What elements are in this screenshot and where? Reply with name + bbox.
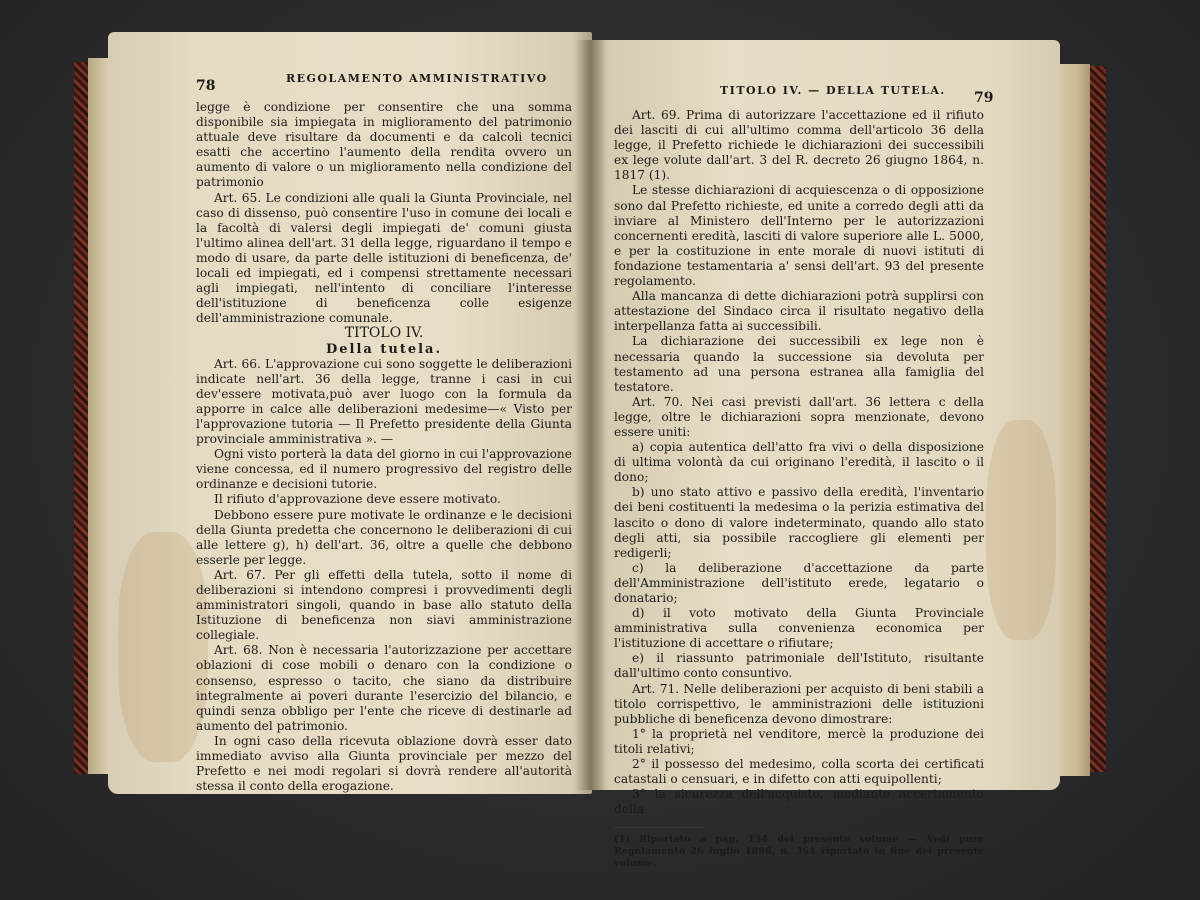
section-subheading: Della tutela.	[326, 341, 442, 357]
paragraph: Art. 71. Nelle deliberazioni per acquisto di beni stabili a titolo corrispettivo, le amministrazioni delle istituzioni pubbliche di beneficenza devono dimostrare:	[614, 681, 984, 726]
paper-stain	[986, 420, 1056, 640]
paragraph: Art. 68. Non è necessaria l'autorizzazione per accettare oblazioni di cose mobili o denaro con la condizione o consenso, espresso o tacito, che siano da distribuire integralmente ai poveri durante l'esercizio del bilancio, e quindi senza obbligo per l'ente che riceve di destinarle ad aumento del patrimonio.	[196, 643, 572, 733]
footnote-rule	[614, 827, 704, 828]
paragraph: In ogni caso della ricevuta oblazione dovrà esser dato immediato avviso alla Giunta provinciale per mezzo del Prefetto e nei modi regolari si dovrà rendere all'autorità stessa il conto della erogazione.	[196, 733, 572, 794]
paragraph: Alla mancanza di dette dichiarazioni potrà supplirsi con attestazione del Sindaco circa il risultato negativo della interpellanza fatta ai successibili.	[614, 289, 984, 334]
section-heading: TITOLO IV.	[344, 325, 424, 342]
page-number: 79	[974, 90, 994, 106]
list-item: e) il riassunto patrimoniale dell'Istituto, risultante dall'ultimo conto consuntivo.	[614, 651, 984, 681]
right-page-text	[614, 108, 984, 870]
right-page	[590, 40, 1060, 870]
footnote: (1) Riportato a pag. 134 del presente volume — Vedi pure Regolamento 26 luglio 1896, n. 361 riportato in fine del presente volume.	[614, 834, 984, 870]
list-item: c) la deliberazione d'accettazione da parte dell'Amministrazione dell'istituto erede, legatario o donatario;	[614, 560, 984, 605]
paragraph: Art. 67. Per gli effetti della tutela, sotto il nome di deliberazioni si intendono compresi i provvedimenti degli amministratori singoli, quando in base allo statuto della Istituzione di beneficenza non siavi amministrazione collegiale.	[196, 567, 572, 643]
left-page	[108, 32, 592, 794]
paragraph: Art. 65. Le condizioni alle quali la Giunta Provinciale, nel caso di dissenso, può consentire l'uso in comune dei locali e la facoltà di valersi degli impiegati de' comuni giusta l'ultimo alinea dell'art. 31 della legge, riguardano il tempo e modo di usare, da parte delle istituzioni di beneficenza, de' locali ed impiegati, ed i compensi strettamente necessari agli impiegati, nell'intento di conciliare l'interesse dell'istituzione di beneficenza colle esigenze dell'amministrazione comunale.	[196, 190, 572, 326]
paragraph: Le stesse dichiarazioni di acquiescenza o di opposizione sono dal Prefetto richieste, ed unite a corredo degli atti da inviare al Ministero dell'Interno per le autorizzazioni concernenti eredità, lasciti di valore superiore alle L. 5000, e per la costituzione in ente morale di nuovi istituti di fondazione testamentaria a' sensi dell'art. 93 del presente regolamento.	[614, 183, 984, 289]
left-page-text	[196, 100, 572, 794]
list-item: a) copia autentica dell'atto fra vivi o della disposizione di ultima volontà da cui originano l'eredità, il lascito o il dono;	[614, 440, 984, 485]
list-item: 2° il possesso del medesimo, colla scorta dei certificati catastali o censuari, e in difetto con atti equipollenti;	[614, 757, 984, 787]
running-title: REGOLAMENTO AMMINISTRATIVO	[286, 72, 548, 85]
page-number: 78	[196, 78, 216, 94]
paragraph: Il rifiuto d'approvazione deve essere motivato.	[214, 492, 501, 507]
paragraph: Art. 70. Nei casi previsti dall'art. 36 lettera c della legge, oltre le dichiarazioni sopra menzionate, devono essere uniti:	[614, 394, 984, 439]
list-item: 1° la proprietà nel venditore, mercè la produzione dei titoli relativi;	[614, 726, 984, 756]
running-title: TITOLO IV. — DELLA TUTELA.	[720, 84, 946, 97]
paragraph: Debbono essere pure motivate le ordinanze e le decisioni della Giunta predetta che concernono le deliberazioni di cui alle lettere g), h) dell'art. 36, oltre a quelle che debbono esserle per legge.	[196, 507, 572, 567]
list-item: b) uno stato attivo e passivo della eredità, l'inventario dei beni costituenti la medesima o la perizia estimativa del lascito o dono di valore indeterminato, quando allo stato degli atti, sia possibile raccogliere gli elementi per redigerli;	[614, 485, 984, 560]
paragraph: Art. 66. L'approvazione cui sono soggette le deliberazioni indicate nell'art. 36 della legge, tranne i casi in cui dev'essere motivata,può aver luogo con la formula da apporre in calce alle deliberazioni medesime—« Visto per l'approvazione tutoria — Il Prefetto presidente della Giunta provinciale amministrativa ». —	[196, 356, 572, 447]
paragraph: La dichiarazione dei successibili ex lege non è necessaria quando la successione sia devoluta per testamento ad una persona estranea alla famiglia del testatore.	[614, 334, 984, 394]
book-gutter	[576, 40, 606, 790]
paragraph: legge è condizione per consentire che una somma disponibile sia impiegata in miglioramento del patrimonio attuale deve risultare da documenti e da calcoli tecnici esatti che accertino l'aumento della rendita ovvero un aumento di valore o un miglioramento nella condizione del patrimonio	[196, 100, 572, 190]
paragraph: Art. 69. Prima di autorizzare l'accettazione ed il rifiuto dei lasciti di cui all'ultimo comma dell'articolo 36 della legge, il Prefetto richiede le dichiarazioni dei successibili ex lege volute dall'art. 3 del R. decreto 26 giugno 1864, n. 1817 (1).	[614, 108, 984, 183]
list-item: 3° la sicurezza dell'acquisto, mediante accertamento della	[614, 787, 984, 817]
list-item: d) il voto motivato della Giunta Provinciale amministrativa sulla convenienza economica per l'istituzione di accettare o rifiutare;	[614, 606, 984, 651]
paper-stain	[118, 532, 208, 762]
paragraph: Ogni visto porterà la data del giorno in cui l'approvazione viene concessa, ed il numero progressivo del registro delle ordinanze e decisioni tutorie.	[196, 447, 572, 492]
